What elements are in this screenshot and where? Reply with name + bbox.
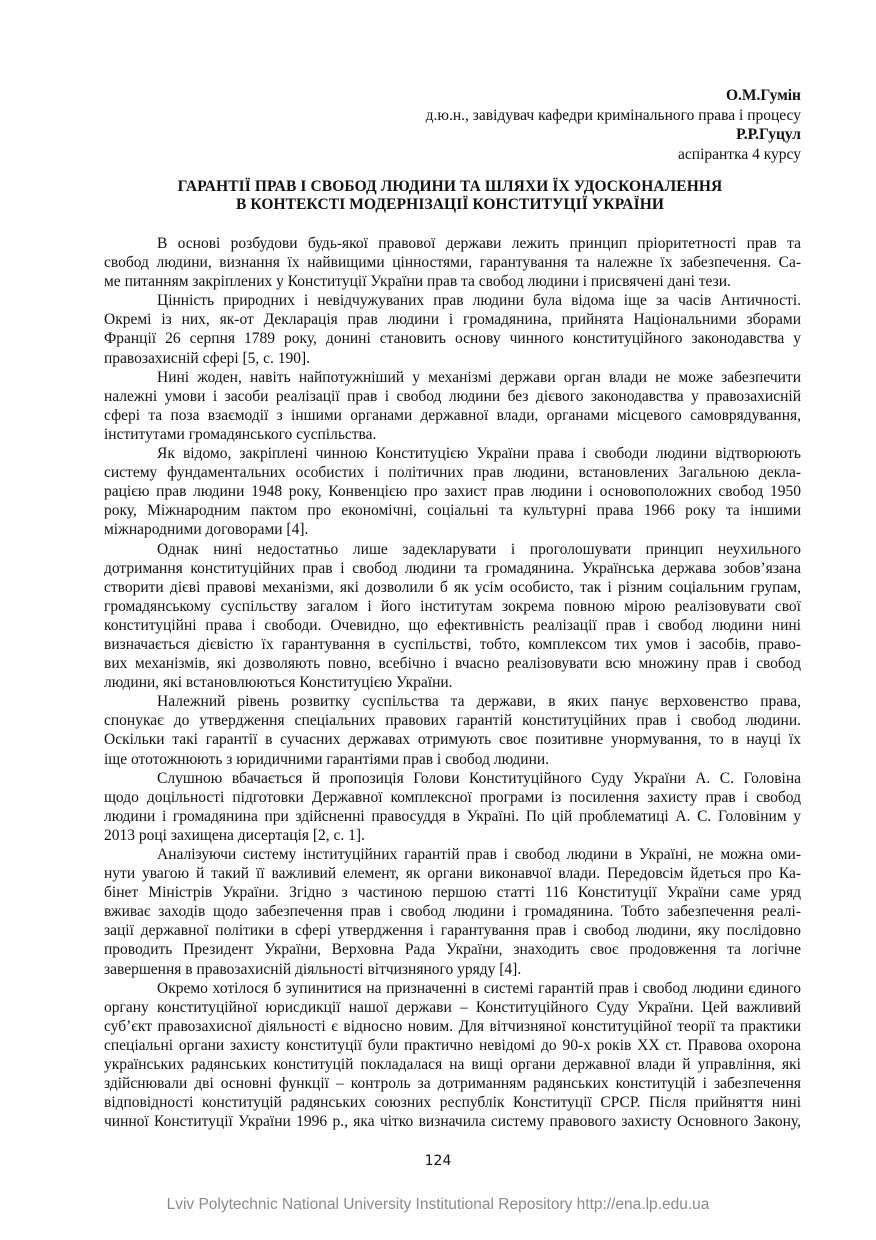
paragraph (104, 368, 801, 444)
paragraph-line: Аналізуючи систему інституційних гарантій прав і свобод людини в Україні, не можна оми- (157, 846, 801, 863)
author-block (426, 86, 801, 164)
paragraph-line: здійснювали дві основні функції – контроль за дотриманням радянських конституцій і забезпечення (104, 1075, 801, 1093)
article-title (100, 178, 800, 214)
paragraph-line: належні умови і засоби реалізації прав і свобод людини без дієвого законодавства у правозахисній (104, 387, 801, 405)
paragraph-line: інститутами громадянського суспільства. (104, 425, 377, 443)
title-line-1: ГАРАНТІЇ ПРАВ І СВОБОД ЛЮДИНИ ТА ШЛЯХИ ЇХ УДОСКОНАЛЕННЯ (177, 178, 723, 195)
paragraph-line: завершення в правозахисній діяльності вітчизняного уряду [4]. (104, 960, 522, 978)
paragraph-line: відповідності конституцій радянських союзних республік Конституції СРСР. Після прийняття нині (104, 1094, 801, 1112)
paragraph (104, 444, 801, 539)
paragraph (104, 979, 801, 1132)
paragraph-line: Окремі із них, як-от Декларація прав людини і громадянина, прийнята Національними зборами (104, 311, 801, 329)
author-name-2: Р.Р.Гуцул (736, 126, 801, 143)
paragraph-line: визначається дієвістю їх гарантування в суспільстві, тобто, комплексом тих умов і засобів, право- (104, 635, 801, 653)
paragraph-line: 2013 році захищена дисертація [2, с. 1]. (104, 826, 365, 844)
paragraph-line: спеціальні органи захисту конституції були практично невідомі до 90-х років XX ст. Правова охорона (104, 1036, 801, 1054)
paragraph-line: рацією прав людини 1948 року, Конвенцією про захист прав людини і основоположних свобод 1950 (104, 483, 801, 501)
paragraph-line: міжнародними договорами [4]. (104, 521, 309, 539)
paragraph-line: людини, які встановлюються Конституцією України. (104, 674, 453, 692)
paragraph-line: суб’єкт правозахисної діяльності є відносно новим. Для вітчизняної конституційної теорії та практики (104, 1017, 801, 1035)
paragraph-line: громадянському суспільству загалом і його інститутам зокрема повною мірою реалізовувати свої (104, 597, 801, 615)
paragraph-line: Франції 26 серпня 1789 року, донині становить основу чинного конституційного законодавства у (104, 330, 801, 348)
paragraph-line: бінет Міністрів України. Згідно з частиною першою статті 116 Конституції України саме уряд (104, 884, 801, 902)
paragraph (104, 692, 801, 768)
paragraph-line: року, Міжнародним пактом про економічні, соціальні та культурні права 1966 року та іншими (104, 502, 801, 520)
paragraph-line: органу конституційної юрисдикції нашої держави – Конституційного Суду України. Цей важливий (104, 998, 801, 1016)
paragraph-line: дотримання конституційних прав і свобод людини та громадянина. Українська держава зобов’язана (104, 559, 801, 577)
paragraph-line: Нині жоден, навіть найпотужніший у механізмі держави орган влади не може забезпечити (157, 368, 801, 386)
paragraph-line: створити дієві правові механізми, які дозволили б як усім особисто, так і різним соціальним групам, (104, 578, 801, 596)
page-number: 124 (424, 1153, 452, 1169)
paragraph-line: нути увагою й такий її важливий елемент, як органи виконавчої влади. Передовсім йдеться про Ка- (104, 865, 801, 883)
paragraph-line: ме питанням закріплених у Конституції України прав та свобод людини і присвячені дані тези. (104, 273, 731, 291)
author-position-1: д.ю.н., завідувач кафедри кримінального права і процесу (425, 106, 801, 124)
paragraph-line: Як відомо, закріплені чинною Конституцією України права і свободи людини відтворюють (157, 445, 801, 463)
paragraph-line: Однак нині недостатньо лише задекларувати і проголошувати принцип неухильного (157, 540, 801, 558)
paragraph-line: Окремо хотілося б зупинитися на призначенні в системі гарантій прав і свобод людини єдиного (157, 979, 801, 997)
paragraph-line: українських радянських конституцій покладалася на вищі органи державної влади й управління, які (104, 1056, 801, 1074)
paragraph-line: проводить Президент України, Верховна Рада України, знаходить своє продовження та логічне (104, 941, 801, 959)
repository-footer: Lviv Polytechnic National University Institutional Repository http://ena.lp.edu.ua (166, 1196, 710, 1213)
author-position-2: аспірантка 4 курсу (678, 145, 801, 163)
article-body (104, 234, 801, 1131)
paragraph (104, 540, 801, 693)
paragraph-line: Цінність природних і невідчужуваних прав людини була відома іще за часів Античності. (157, 292, 801, 310)
paragraph-line: Оскільки такі гарантії в сучасних державах отримують своє позитивне унормування, то в науці їх (104, 731, 801, 749)
paragraph-line: правозахисній сфері [5, с. 190]. (104, 349, 311, 367)
author-name-1: О.М.Гумін (725, 87, 801, 104)
paragraph (104, 769, 801, 845)
paragraph-line: Належний рівень розвитку суспільства та держави, в яких панує верховенство права, (157, 693, 801, 711)
paragraph-line: людини і громадянина при здійсненні правосуддя в Україні. По цій проблематиці А. С. Головіним у (104, 807, 801, 825)
paragraph-line: вих механізмів, які дозволяють повно, всебічно і вчасно реалізовувати всю множину прав і свобод (104, 655, 801, 673)
title-line-2: В КОНТЕКСТІ МОДЕРНІЗАЦІЇ КОНСТИТУЦІЇ УКРАЇНИ (235, 196, 665, 213)
paragraph-line: вживає заходів щодо забезпечення прав і свобод людини і громадянина. Тобто забезпечення реалі- (104, 903, 801, 921)
paragraph-line: зації державної політики в сфері утвердження і гарантування прав і свобод людини, яку послідовно (104, 922, 801, 940)
paragraph-line: Слушною вбачається й пропозиція Голови Конституційного Суду України А. С. Головіна (157, 769, 801, 787)
paragraph (104, 291, 801, 367)
paragraph-line: іще ототожнюють з юридичними гарантіями прав і свобод людини. (104, 750, 550, 768)
paragraph-line: В основі розбудови будь-якої правової держави лежить принцип пріоритетності прав та (157, 235, 801, 252)
paragraph-line: чинної Конституції України 1996 р., яка чітко визначила систему правового захисту Основного Закону, (104, 1113, 801, 1131)
paragraph (104, 234, 801, 291)
paragraph-line: систему фундаментальних особистих і політичних прав людини, встановлених Загальною декла- (104, 464, 801, 482)
paragraph-line: сфері та поза взаємодії з іншими органами державної влади, органами місцевого самоврядування, (104, 406, 801, 424)
paragraph-line: спонукає до утвердження спеціальних правових гарантій конституційних прав і свобод людини. (104, 712, 801, 730)
paragraph-line: щодо доцільності підготовки Державної комплексної програми із посилення захисту прав і свобод (104, 788, 801, 806)
paragraph-line: конституційні права і свободи. Очевидно, що ефективність реалізації прав і свобод людини нині (104, 616, 801, 634)
paragraph-line: свобод людини, визнання їх найвищими цінностями, гарантування та належне їх забезпечення. Са- (104, 254, 801, 272)
paragraph (104, 845, 801, 979)
